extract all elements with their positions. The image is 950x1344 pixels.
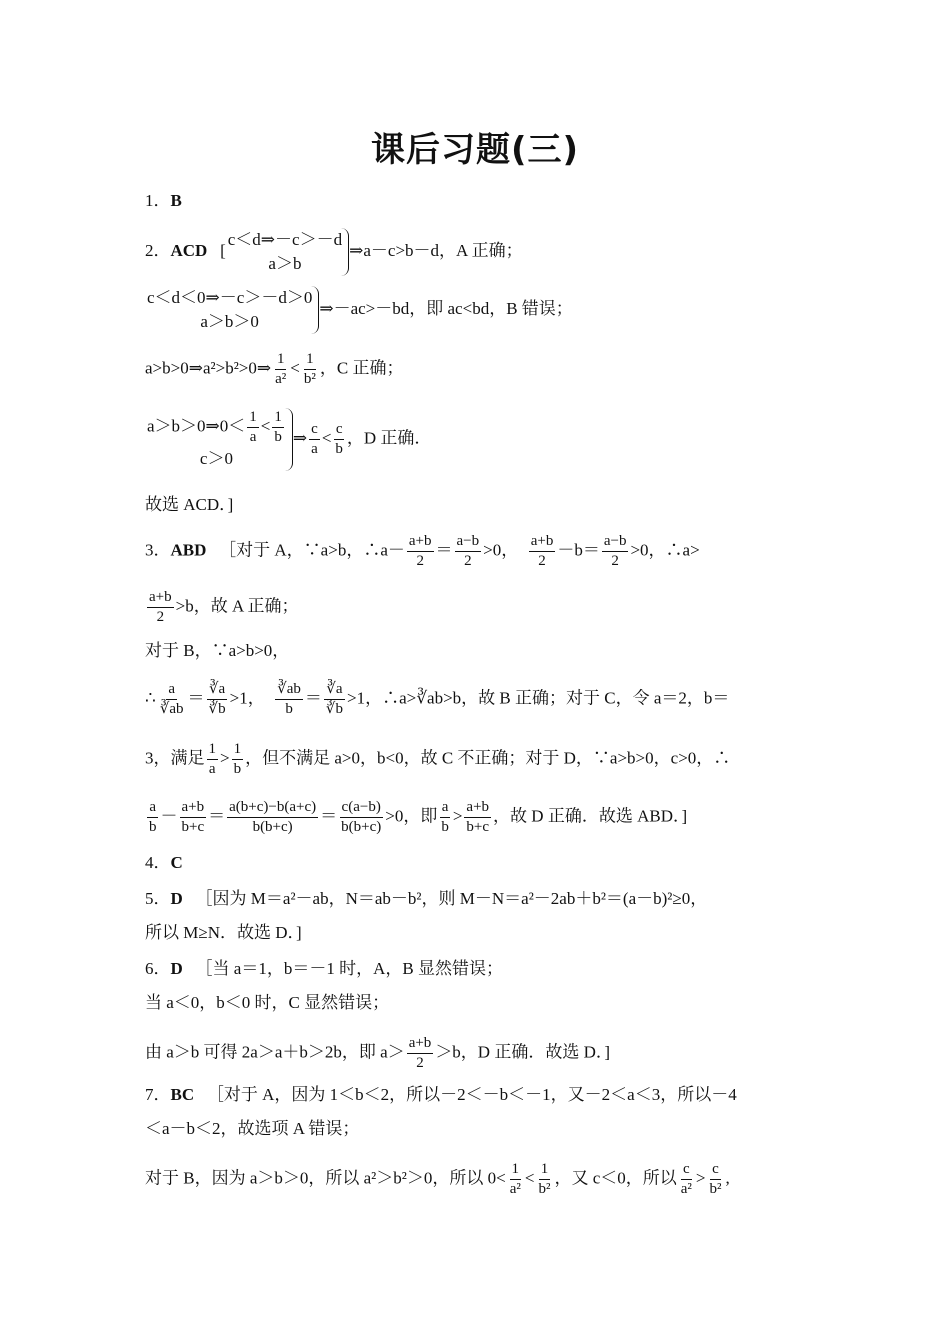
text-segment: ，又 c＜0，所以 [554, 1168, 677, 1188]
text-segment: ，D 正确． [346, 428, 432, 448]
fraction: $\frac{1}{b}$ [274, 409, 282, 445]
question-6-line-3 [145, 1034, 610, 1073]
question-number: 7． [145, 1085, 171, 1104]
operator: > [452, 806, 463, 826]
text-segment: a>b>0⇒a²>b²>0⇒ [145, 358, 272, 378]
fraction: $\frac{∛a}{∛b}$ [325, 681, 343, 717]
system-row: c＜d⇒－c＞－d [227, 230, 343, 249]
question-number: 4． [145, 853, 171, 872]
fraction: $\frac{c}{b}$ [335, 421, 343, 457]
page-title: 课后习题(三) [370, 130, 580, 170]
fraction: $\frac{a}{b}$ [149, 799, 157, 835]
text-segment: >0，∴a> [630, 540, 700, 560]
fraction: $\frac{a+b}{2}$ [408, 533, 432, 569]
question-number: 2． [145, 240, 171, 260]
question-3-line-1 [145, 532, 700, 571]
question-7-line-3 [145, 1160, 730, 1199]
operator: < [524, 1168, 535, 1188]
operator: ＝ [187, 688, 205, 708]
question-2-line-b [145, 286, 573, 334]
fraction: $\frac{a(b+c)-b(a+c)}{b(b+c)}$ [229, 799, 317, 835]
text-segment: ，但不满足 a>0，b<0，故 C 不正确；对于 D，∵a>b>0，c>0，∴ [245, 748, 731, 768]
question-2-line-a: 2．ACD [ c＜d⇒－c＞－d a＞b ⇒a－c>b－d，A 正确； [145, 228, 523, 276]
operator: < [290, 358, 300, 378]
text-segment: ⇒－ac>－bd，即 ac<bd，B 错误； [319, 298, 573, 318]
text-segment: ［对于 A，∵a>b，∴a－ [219, 540, 405, 560]
system-row: c＜d＜0⇒－c＞－d＞0 [147, 288, 313, 307]
question-7-line-1 [145, 1084, 737, 1106]
fraction: $\frac{1}{\text{b²}}$ [538, 1161, 551, 1197]
operator: ∴ [145, 688, 156, 708]
question-3-line-5 [145, 740, 730, 779]
fraction: $\frac{1}{a}$ [249, 409, 257, 445]
fraction: $\frac{a+b}{b+c}$ [181, 799, 205, 835]
operator: > [695, 1168, 706, 1188]
question-number: 6． [145, 959, 171, 978]
question-5-line-1 [145, 888, 707, 910]
question-2-line-c [145, 350, 403, 389]
fraction: $\frac{a+b}{2}$ [408, 1035, 432, 1071]
text-segment: ［对于 A，因为 1＜b＜2，所以－2＜－b＜－1，又－2＜a＜3，所以－4 [206, 1085, 737, 1104]
text-segment: ，C 正确； [319, 358, 404, 378]
text-segment: ⇒a－c>b－d，A 正确； [349, 240, 523, 260]
fraction: $\frac{∛a}{∛b}$ [208, 681, 226, 717]
operator: ＝ [304, 688, 322, 708]
condition-system [145, 286, 319, 334]
question-6-line-1 [145, 958, 503, 980]
question-3-line-4 [145, 680, 729, 719]
question-3-line-6 [145, 798, 687, 837]
fraction: $\frac{a}{b}$ [441, 799, 449, 835]
question-3-line-3: 对于 B，∵a>b>0， [145, 641, 290, 660]
question-6-line-2: 当 a＜0，b＜0 时，C 显然错误； [145, 993, 390, 1012]
question-3-line-2 [145, 588, 299, 627]
system-row: a＞b [268, 254, 302, 273]
fraction: $\frac{1}{b}$ [233, 741, 242, 777]
fraction: $\frac{1}{\text{a²}}$ [509, 1161, 521, 1197]
text-segment: >1，∴a>∛ab>b，故 B 正确；对于 C，令 a＝2，b＝ [346, 688, 730, 708]
fraction: $\frac{c}{\text{b²}}$ [709, 1161, 722, 1197]
text-segment: ［当 a＝1，b＝－1 时，A，B 显然错误； [195, 959, 503, 978]
text-segment: >1， [229, 688, 265, 708]
fraction: $\frac{a}{∛ab}$ [159, 681, 184, 717]
fraction: $\frac{a+b}{2}$ [149, 589, 172, 625]
question-4 [145, 852, 183, 874]
fraction: $\frac{1}{\text{b²}}$ [303, 351, 316, 387]
question-number: 1． [145, 191, 171, 210]
answer-label: BC [170, 1085, 195, 1104]
fraction: $\frac{1}{\text{a²}}$ [275, 351, 287, 387]
text-segment: ＞b，D 正确．故选 D．] [435, 1042, 611, 1062]
text-segment: 由 a＞b 可得 2a＞a＋b＞2b，即 a＞ [145, 1042, 405, 1062]
text-segment: >b，故 A 正确； [175, 596, 299, 616]
fraction: $\frac{a+b}{2}$ [530, 533, 554, 569]
fraction: $\frac{c}{\text{a²}}$ [680, 1161, 692, 1197]
answer-label: C [170, 853, 183, 872]
question-number: 3． [145, 540, 171, 560]
question-1 [145, 190, 182, 212]
fraction: $\frac{a-b}{2}$ [456, 533, 480, 569]
fraction: $\frac{c}{a}$ [311, 421, 318, 457]
condition-system [145, 408, 293, 471]
operator: > [220, 748, 230, 768]
text-segment: 对于 B，因为 a＞b＞0，所以 a²＞b²＞0，所以 0< [145, 1168, 506, 1188]
question-number: 5． [145, 889, 171, 908]
text-segment: ，故 D 正确．故选 ABD．] [493, 806, 688, 826]
answer-label: D [170, 959, 183, 978]
condition-system [226, 228, 349, 276]
fraction: $\frac{a+b}{b+c}$ [466, 799, 490, 835]
question-7-line-2: ＜a－b＜2，故选项 A 错误； [145, 1119, 360, 1138]
question-2-line-d [145, 408, 431, 471]
operator: ＝ [435, 540, 453, 560]
operator: ＝ [208, 806, 226, 826]
system-row: a＞b＞0 [200, 312, 259, 331]
text-segment: ［因为 M＝a²－ab，N＝ab－b²，则 M－N＝a²－2ab＋b²＝(a－b)²≥0， [195, 889, 708, 908]
text-segment: －b＝ [557, 540, 600, 560]
answer-label: D [170, 889, 183, 908]
operator: ⇒ [292, 428, 308, 448]
text-segment: 3，满足 [145, 748, 205, 768]
system-row: c＞0 [199, 449, 233, 468]
text-segment: >0， [483, 540, 519, 560]
fraction: $\frac{a-b}{2}$ [603, 533, 627, 569]
question-2-end: 故选 ACD．] [145, 495, 234, 514]
system-row: a＞b＞0⇒0＜ $\frac{1}{a}$ < $\frac{1}{b}$ [147, 409, 282, 445]
fraction: $\frac{∛ab}{b}$ [277, 681, 301, 717]
fraction: $\frac{c(a-b)}{b(b+c)}$ [341, 799, 382, 835]
answer-label: ABD [170, 540, 207, 560]
answer-label: ACD [170, 240, 208, 260]
operator: － [160, 806, 178, 826]
answer-label: B [170, 191, 182, 210]
operator: ＝ [320, 806, 338, 826]
text-segment: >0，即 [385, 806, 438, 826]
fraction: $\frac{1}{a}$ [208, 741, 216, 777]
text-segment: , [725, 1168, 730, 1188]
question-5-line-2: 所以 M≥N．故选 D．] [145, 923, 302, 942]
operator: < [321, 428, 332, 448]
